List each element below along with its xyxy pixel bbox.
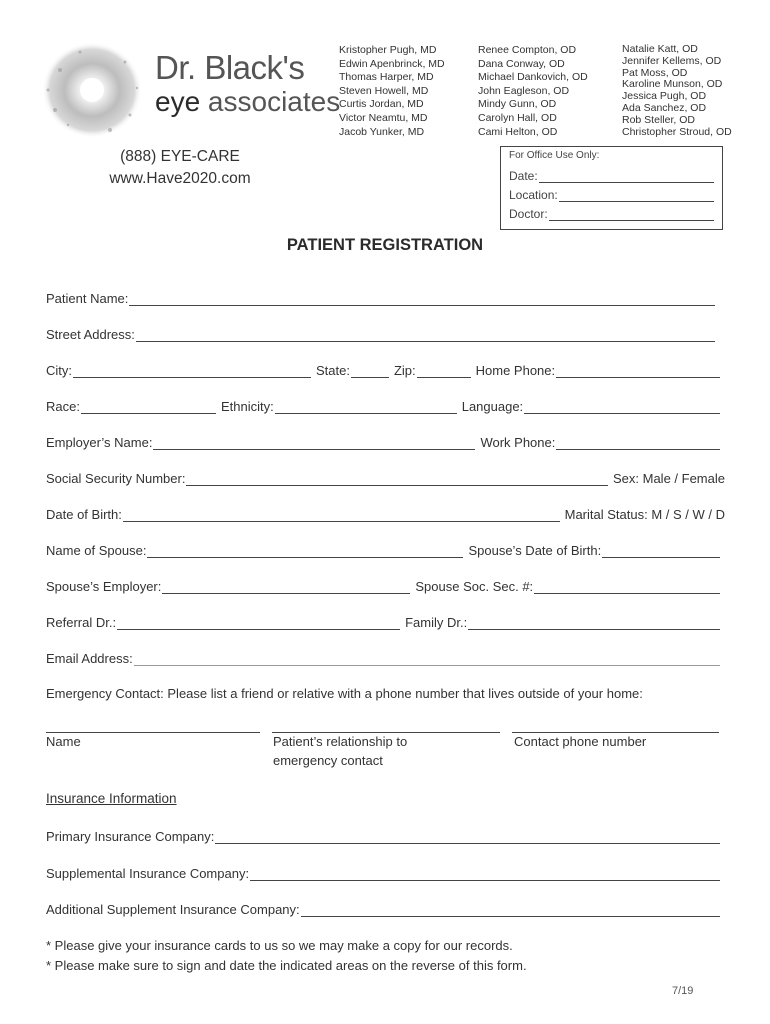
spouse-dob-field[interactable] — [602, 546, 720, 558]
family-dr-field[interactable] — [468, 618, 720, 630]
doctor-name: Jacob Yunker, MD — [339, 125, 425, 138]
doctor-name: John Eagleson, OD — [478, 84, 570, 97]
language-field[interactable] — [524, 402, 720, 414]
race-row — [46, 396, 720, 414]
logo-name: Dr. Black's — [155, 49, 305, 86]
patient-name-label: Patient Name: — [46, 291, 129, 306]
zip-field[interactable] — [417, 366, 471, 378]
additional-insurance-row — [46, 899, 720, 917]
city-row — [46, 360, 720, 378]
spouse-employer-row — [46, 576, 720, 594]
form-version: 7/19 — [672, 985, 694, 997]
city-field[interactable] — [73, 366, 311, 378]
patient-name-row — [46, 288, 720, 306]
primary-insurance-label: Primary Insurance Company: — [46, 829, 215, 844]
doctor-name: Jennifer Kellems, OD — [622, 54, 722, 67]
primary-insurance-field[interactable] — [215, 832, 720, 844]
doctor-name: Curtis Jordan, MD — [339, 98, 424, 111]
phone-number: (888) EYE-CARE — [120, 148, 240, 165]
dob-label: Date of Birth: — [46, 507, 122, 522]
ethnicity-field[interactable] — [275, 402, 457, 414]
employer-field[interactable] — [153, 438, 475, 450]
office-doctor-field[interactable]: Doctor: — [509, 202, 714, 221]
doctor-name: Jessica Pugh, OD — [622, 90, 707, 103]
spouse-dob-label: Spouse’s Date of Birth: — [468, 543, 602, 558]
additional-insurance-field[interactable] — [301, 905, 720, 917]
ssn-row — [46, 468, 726, 486]
spouse-ssn-field[interactable] — [534, 582, 720, 594]
website: www.Have2020.com — [109, 170, 251, 187]
employer-row — [46, 432, 720, 450]
doctor-name: Mindy Gunn, OD — [478, 98, 557, 111]
doctor-list-md — [339, 44, 445, 139]
insurance-heading: Insurance Information — [46, 791, 177, 806]
doctor-name: Natalie Katt, OD — [622, 43, 698, 55]
insurance-note-2: * Please make sure to sign and date the indicated areas on the reverse of this form. — [46, 958, 527, 973]
doctor-name: Pat Moss, OD — [622, 66, 688, 79]
spouse-ssn-label: Spouse Soc. Sec. #: — [415, 579, 534, 594]
office-use-box — [500, 146, 723, 230]
supplemental-insurance-row — [46, 863, 720, 881]
insurance-note-1: * Please give your insurance cards to us so we may make a copy for our records. — [46, 938, 513, 953]
employer-label: Employer’s Name: — [46, 435, 153, 450]
logo-tagline: eye associates — [155, 86, 341, 117]
supplemental-insurance-field[interactable] — [250, 869, 720, 881]
language-label: Language: — [461, 399, 524, 414]
doctor-name: Michael Dankovich, OD — [478, 71, 588, 84]
home-phone-label: Home Phone: — [475, 363, 556, 378]
doctor-name: Victor Neamtu, MD — [339, 111, 428, 124]
zip-label: Zip: — [393, 363, 416, 378]
doctor-name: Karoline Munson, OD — [622, 78, 723, 91]
email-row — [46, 648, 720, 666]
email-label: Email Address: — [46, 651, 133, 666]
dob-field[interactable] — [123, 510, 560, 522]
supplemental-insurance-label: Supplemental Insurance Company: — [46, 866, 250, 881]
emergency-name-field[interactable] — [46, 732, 260, 733]
form-title: PATIENT REGISTRATION — [286, 236, 484, 254]
doctor-name: Edwin Apenbrinck, MD — [339, 57, 445, 70]
spouse-employer-label: Spouse’s Employer: — [46, 579, 162, 594]
sex-label[interactable]: Sex: Male / Female — [613, 471, 725, 486]
emergency-intro: Emergency Contact: Please list a friend or relative with a phone number that lives outside of your home: — [46, 686, 643, 701]
doctor-name: Renee Compton, OD — [478, 44, 577, 56]
referral-field[interactable] — [117, 618, 400, 630]
state-field[interactable] — [351, 366, 389, 378]
spouse-name-field[interactable] — [147, 546, 463, 558]
family-dr-label: Family Dr.: — [405, 615, 468, 630]
doctor-name: Rob Steller, OD — [622, 113, 695, 126]
work-phone-field[interactable] — [556, 438, 720, 450]
doctor-list-od-1 — [478, 44, 588, 139]
emergency-phone-label: Contact phone number — [514, 734, 647, 749]
street-address-label: Street Address: — [46, 327, 135, 342]
office-date-field[interactable]: Date: — [509, 164, 714, 183]
doctor-name: Ada Sanchez, OD — [622, 101, 707, 114]
ssn-label: Social Security Number: — [46, 471, 186, 486]
doctor-name: Carolyn Hall, OD — [478, 111, 557, 124]
spouse-name-row — [46, 540, 720, 558]
marital-label[interactable]: Marital Status: M / S / W / D — [564, 507, 725, 522]
patient-name-field[interactable] — [129, 294, 715, 306]
state-label: State: — [316, 363, 350, 378]
doctor-name: Thomas Harper, MD — [339, 71, 434, 84]
spouse-employer-field[interactable] — [162, 582, 410, 594]
street-address-field[interactable] — [136, 330, 715, 342]
race-label: Race: — [46, 399, 80, 414]
doctor-name: Steven Howell, MD — [339, 84, 429, 97]
city-label: City: — [46, 363, 72, 378]
street-address-row — [46, 324, 720, 342]
dob-row — [46, 504, 726, 522]
doctor-name: Dana Conway, OD — [478, 57, 565, 70]
primary-insurance-row — [46, 826, 720, 844]
ssn-field[interactable] — [186, 474, 608, 486]
referral-row — [46, 612, 720, 630]
emergency-relationship-label-1: Patient’s relationship to — [273, 734, 408, 749]
emergency-name-label: Name — [46, 734, 81, 749]
doctor-name: Kristopher Pugh, MD — [339, 44, 437, 56]
office-location-field[interactable]: Location: — [509, 183, 714, 202]
ethnicity-label: Ethnicity: — [220, 399, 274, 414]
work-phone-label: Work Phone: — [480, 435, 556, 450]
home-phone-field[interactable] — [556, 366, 720, 378]
race-field[interactable] — [81, 402, 216, 414]
doctor-list-od-2 — [622, 44, 732, 138]
emergency-phone-field[interactable] — [512, 732, 719, 733]
email-field[interactable] — [134, 654, 720, 666]
doctor-name: Cami Helton, OD — [478, 125, 558, 138]
additional-insurance-label: Additional Supplement Insurance Company: — [46, 902, 300, 917]
referral-label: Referral Dr.: — [46, 615, 117, 630]
office-use-title: For Office Use Only: — [509, 150, 600, 161]
logo-mark — [40, 40, 145, 140]
emergency-relationship-label-2: emergency contact — [273, 753, 383, 768]
doctor-name: Christopher Stroud, OD — [622, 125, 732, 138]
emergency-relationship-field[interactable] — [272, 732, 500, 733]
spouse-name-label: Name of Spouse: — [46, 543, 147, 558]
